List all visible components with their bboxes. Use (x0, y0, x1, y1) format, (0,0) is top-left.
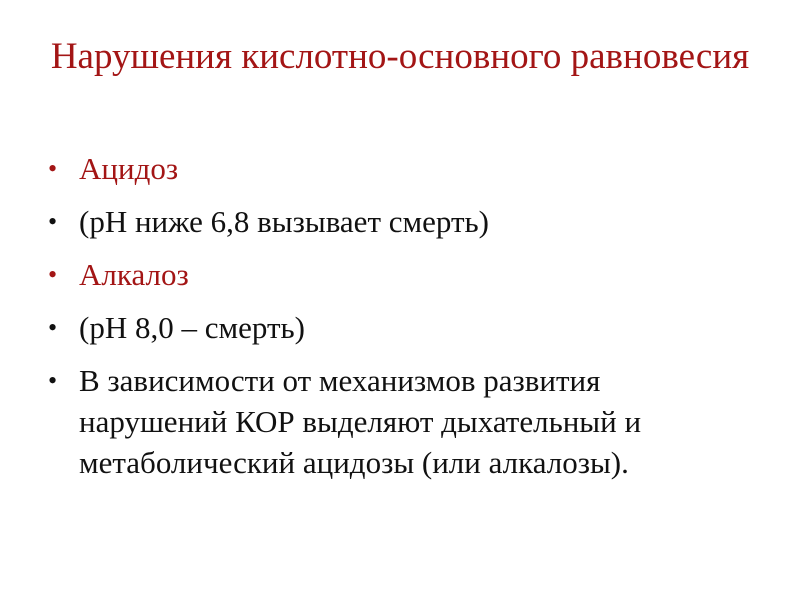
bullet-text: (рН 8,0 – смерть) (79, 310, 305, 345)
bullet-text: (рН ниже 6,8 вызывает смерть) (79, 204, 489, 239)
bullet-marker: • (48, 366, 58, 395)
bullet-item-acidosis-ph (48, 201, 748, 242)
bullet-text: В зависимости от механизмов развития нарушений КОР выделяют дыхательный и метаболический ацидозы (или алкалозы). (79, 363, 642, 480)
bullet-item-acidosis (48, 148, 748, 189)
bullet-marker: • (48, 260, 58, 289)
bullet-list (48, 148, 748, 495)
bullet-marker: • (48, 154, 58, 183)
bullet-marker: • (48, 313, 58, 342)
bullet-item-classification (48, 360, 748, 483)
bullet-item-alkalosis-ph (48, 307, 748, 348)
slide-title: Нарушения кислотно-основного равновесия (50, 36, 750, 77)
bullet-item-alkalosis (48, 254, 748, 295)
bullet-text: Алкалоз (79, 257, 189, 292)
bullet-text: Ацидоз (79, 151, 179, 186)
bullet-marker: • (48, 207, 58, 236)
